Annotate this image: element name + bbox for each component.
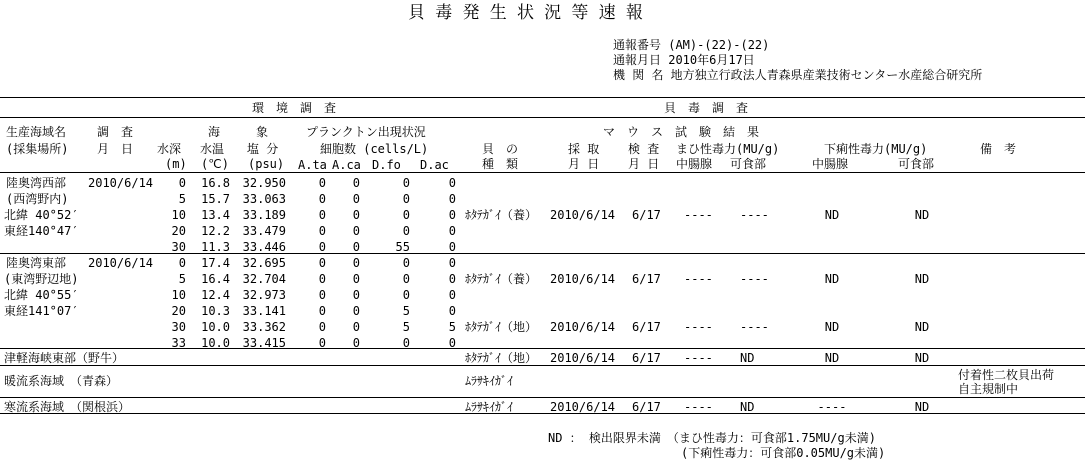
single-row3-inspect: 6/17 — [632, 400, 661, 414]
group1-row3-temp: 13.4 — [201, 208, 230, 222]
single-row2-area: 暖流系海域 （青森） — [4, 374, 119, 388]
group2-survey-date: 2010/6/14 — [88, 256, 154, 270]
header-area-name: 生産海域名 — [6, 125, 67, 139]
group1-survey-date: 2010/6/14 — [88, 176, 154, 190]
group2-result2-collect: 2010/6/14 — [550, 320, 616, 334]
group1-result1-collect: 2010/6/14 — [550, 208, 616, 222]
header-shellfish-poison: 貝 毒 調 査 — [664, 101, 749, 115]
group2-row1-dfo: 0 — [402, 256, 410, 270]
group2-row2-sal: 32.704 — [242, 272, 286, 286]
header-dsp-mid: 中腸腺 — [812, 157, 849, 171]
report-agency: 機 関 名 地方独立行政法人青森県産業技術センター水産総合研究所 — [613, 68, 983, 82]
group2-result1-dsp_mid: ND — [824, 272, 840, 286]
group2-row4-dfo: 5 — [402, 304, 410, 318]
group1-row1-depth: 0 — [178, 176, 186, 190]
header-inspection: 検 査 — [628, 142, 660, 156]
header-survey: 調 査 — [97, 125, 134, 139]
single-row1-dsp_mid: ND — [824, 351, 840, 365]
header-plankton: プランクトン出現状況 — [306, 125, 426, 139]
group1-area-line-3: 北緯 40°52′ — [4, 208, 79, 222]
group1-result1-dsp_mid: ND — [824, 208, 840, 222]
header-shellfish-2: 種 類 — [482, 157, 519, 171]
group1-row3-dac: 0 — [448, 208, 456, 222]
group1-row1-sal: 32.950 — [242, 176, 286, 190]
group1-row5-dac: 0 — [448, 240, 456, 254]
group1-row4-sal: 33.479 — [242, 224, 286, 238]
group1-result1-shellfish: ﾎﾀﾃｶﾞｲ（養） — [465, 208, 538, 222]
group2-result1-shellfish: ﾎﾀﾃｶﾞｲ（養） — [465, 272, 538, 286]
single-row1-inspect: 6/17 — [632, 351, 661, 365]
single-row3-collect: 2010/6/14 — [550, 400, 616, 414]
group1-row5-depth: 30 — [171, 240, 186, 254]
group1-row4-dfo: 0 — [402, 224, 410, 238]
group2-row5-aca: 0 — [352, 320, 360, 334]
group2-row2-dfo: 0 — [402, 272, 410, 286]
group2-area-line-2: (東湾野辺地) — [4, 272, 79, 286]
header-species-dac: D.ac — [420, 158, 449, 172]
group2-row5-ata: 0 — [318, 320, 326, 334]
group2-row2-depth: 5 — [178, 272, 186, 286]
header-mouse-test: マ ウ ス 試 験 結 果 — [603, 125, 760, 139]
group1-row4-dac: 0 — [448, 224, 456, 238]
group1-row1-ata: 0 — [318, 176, 326, 190]
group2-result2-dsp_edible: ND — [914, 320, 930, 334]
single-row3-area: 寒流系海域 （関根浜） — [4, 400, 131, 414]
group2-result2-dsp_mid: ND — [824, 320, 840, 334]
group2-result1-collect: 2010/6/14 — [550, 272, 616, 286]
group2-area-line-4: 東経141°07′ — [4, 304, 79, 318]
group1-row5-aca: 0 — [352, 240, 360, 254]
report-number: 通報番号 (AM)-(22)-(22) — [613, 38, 770, 52]
group1-row2-dfo: 0 — [402, 192, 410, 206]
group2-row3-ata: 0 — [318, 288, 326, 302]
header-cell-count: 細胞数 (cells/L) — [320, 142, 429, 156]
group1-row5-dfo: 55 — [395, 240, 410, 254]
group1-row5-ata: 0 — [318, 240, 326, 254]
group1-row2-depth: 5 — [178, 192, 186, 206]
header-species-ata: A.ta — [298, 158, 327, 172]
group1-row3-aca: 0 — [352, 208, 360, 222]
group2-row2-dac: 0 — [448, 272, 456, 286]
single-row1-shellfish: ﾎﾀﾃｶﾞｲ（地） — [465, 351, 538, 365]
group2-row1-sal: 32.695 — [242, 256, 286, 270]
group1-area-line-2: (西湾野内) — [6, 192, 69, 206]
header-species-dfo: D.fo — [372, 158, 401, 172]
single-row1-psp_mid: ---- — [684, 351, 713, 365]
group2-row2-aca: 0 — [352, 272, 360, 286]
group2-row5-sal: 33.362 — [242, 320, 286, 334]
header-rule — [0, 117, 1085, 118]
group2-row3-aca: 0 — [352, 288, 360, 302]
group1-row1-dac: 0 — [448, 176, 456, 190]
header-water-temp-unit: (℃) — [201, 157, 229, 171]
group1-row1-dfo: 0 — [402, 176, 410, 190]
header-environment: 環 境 調 査 — [252, 101, 337, 115]
group2-result1-psp_mid: ---- — [684, 272, 713, 286]
group1-row2-dac: 0 — [448, 192, 456, 206]
group2-row5-depth: 30 — [171, 320, 186, 334]
header-bottom-rule — [0, 172, 1085, 173]
header-sea: 海 — [208, 125, 221, 139]
header-collection-2: 月 日 — [568, 157, 600, 171]
group1-area-line-4: 東経140°47′ — [4, 224, 79, 238]
group1-row3-depth: 10 — [171, 208, 186, 222]
group2-row4-temp: 10.3 — [201, 304, 230, 318]
header-psp-edible: 可食部 — [730, 157, 767, 171]
group1-result1-inspect: 6/17 — [632, 208, 661, 222]
group2-row1-depth: 0 — [178, 256, 186, 270]
single-row3-psp_mid: ---- — [684, 400, 713, 414]
group2-row3-dfo: 0 — [402, 288, 410, 302]
group2-row3-sal: 32.973 — [242, 288, 286, 302]
group1-row2-ata: 0 — [318, 192, 326, 206]
group1-row3-sal: 33.189 — [242, 208, 286, 222]
row-separator-4 — [0, 397, 1085, 398]
single-row3-dsp_edible: ND — [914, 400, 930, 414]
single-row1-collect: 2010/6/14 — [550, 351, 616, 365]
header-species-aca: A.ca — [332, 158, 361, 172]
header-remarks: 備 考 — [980, 142, 1017, 156]
group2-area-line-3: 北緯 40°55′ — [4, 288, 79, 302]
group2-result2-psp_mid: ---- — [684, 320, 713, 334]
group2-row1-dac: 0 — [448, 256, 456, 270]
header-shellfish: 貝 の — [482, 142, 519, 156]
group2-row2-ata: 0 — [318, 272, 326, 286]
group2-result2-shellfish: ﾎﾀﾃｶﾞｲ（地） — [465, 320, 538, 334]
header-dsp: 下痢性毒力(MU/g) — [824, 142, 928, 156]
single-row1-dsp_edible: ND — [914, 351, 930, 365]
footnote-line-1: ND ： 検出限界未満 （まひ性毒力：可食部1.75MU/g未満) — [548, 431, 876, 445]
footnote-line-2: (下痢性毒力：可食部0.05MU/g未満) — [681, 446, 886, 460]
group2-result1-psp_edible: ---- — [740, 272, 769, 286]
group1-row5-temp: 11.3 — [201, 240, 230, 254]
header-sea-label: 象 — [256, 125, 269, 139]
group2-row3-dac: 0 — [448, 288, 456, 302]
group2-row6-depth: 33 — [171, 336, 186, 350]
single-row2-remarks: 付着性二枚貝出荷 自主規制中 — [958, 368, 1055, 396]
group1-row4-temp: 12.2 — [201, 224, 230, 238]
header-inspection-2: 月 日 — [628, 157, 660, 171]
header-psp-mid: 中腸腺 — [676, 157, 713, 171]
single-row3-dsp_mid: ---- — [817, 400, 847, 414]
group2-row5-dac: 5 — [448, 320, 456, 334]
group1-row2-temp: 15.7 — [201, 192, 230, 206]
group2-row4-dac: 0 — [448, 304, 456, 318]
single-row3-psp_edible: ND — [740, 400, 755, 414]
single-row1-psp_edible: ND — [740, 351, 755, 365]
report-date: 通報月日 2010年6月17日 — [613, 53, 755, 67]
group1-area-line-1: 陸奥湾西部 — [6, 176, 67, 190]
single-row2-shellfish: ﾑﾗｻｷｲｶﾞｲ — [465, 374, 514, 388]
group2-row5-dfo: 5 — [402, 320, 410, 334]
group1-row4-aca: 0 — [352, 224, 360, 238]
group1-row4-ata: 0 — [318, 224, 326, 238]
header-collection: 採 取 — [568, 142, 600, 156]
group1-result1-dsp_edible: ND — [914, 208, 930, 222]
group2-result1-dsp_edible: ND — [914, 272, 930, 286]
group2-row6-dac: 0 — [448, 336, 456, 350]
group2-result2-psp_edible: ---- — [740, 320, 769, 334]
single-row3-shellfish: ﾑﾗｻｷｲｶﾞｲ — [465, 400, 514, 414]
group2-row6-aca: 0 — [352, 336, 360, 350]
group2-row4-aca: 0 — [352, 304, 360, 318]
group1-result1-psp_mid: ---- — [684, 208, 713, 222]
group2-row4-ata: 0 — [318, 304, 326, 318]
group1-row3-ata: 0 — [318, 208, 326, 222]
header-survey-2: 月 日 — [97, 142, 134, 156]
group2-row1-aca: 0 — [352, 256, 360, 270]
header-area-name-2: (採集場所) — [6, 142, 69, 156]
header-water-temp: 水温 — [200, 142, 225, 156]
group2-row5-temp: 10.0 — [201, 320, 230, 334]
group1-row2-aca: 0 — [352, 192, 360, 206]
group2-row3-depth: 10 — [171, 288, 186, 302]
page-title: 貝 毒 発 生 状 況 等 速 報 — [408, 3, 643, 23]
group2-row4-depth: 20 — [171, 304, 186, 318]
group2-row1-ata: 0 — [318, 256, 326, 270]
group2-row6-dfo: 0 — [402, 336, 410, 350]
group1-row2-sal: 33.063 — [242, 192, 286, 206]
header-dsp-edible: 可食部 — [898, 157, 935, 171]
group2-result2-inspect: 6/17 — [632, 320, 661, 334]
row-separator-3 — [0, 365, 1085, 366]
group2-row6-ata: 0 — [318, 336, 326, 350]
header-salinity-unit: (psu) — [248, 157, 285, 171]
single-row1-area: 津軽海峡東部（野牛） — [4, 351, 125, 365]
header-salinity: 塩 分 — [247, 142, 279, 156]
group2-row6-temp: 10.0 — [201, 336, 230, 350]
header-depth-unit: (m) — [165, 157, 187, 171]
group1-row1-temp: 16.8 — [201, 176, 230, 190]
group1-row4-depth: 20 — [171, 224, 186, 238]
group2-row1-temp: 17.4 — [201, 256, 230, 270]
group2-row3-temp: 12.4 — [201, 288, 230, 302]
group2-result1-inspect: 6/17 — [632, 272, 661, 286]
group2-row2-temp: 16.4 — [201, 272, 230, 286]
group2-area-line-1: 陸奥湾東部 — [6, 256, 67, 270]
table-top-rule — [0, 97, 1085, 98]
group1-row1-aca: 0 — [352, 176, 360, 190]
group2-row6-sal: 33.415 — [242, 336, 286, 350]
group1-row5-sal: 33.446 — [242, 240, 286, 254]
header-depth: 水深 — [157, 142, 182, 156]
header-psp: まひ性毒力(MU/g) — [676, 142, 780, 156]
group2-row4-sal: 33.141 — [242, 304, 286, 318]
group1-row3-dfo: 0 — [402, 208, 410, 222]
group1-result1-psp_edible: ---- — [740, 208, 769, 222]
